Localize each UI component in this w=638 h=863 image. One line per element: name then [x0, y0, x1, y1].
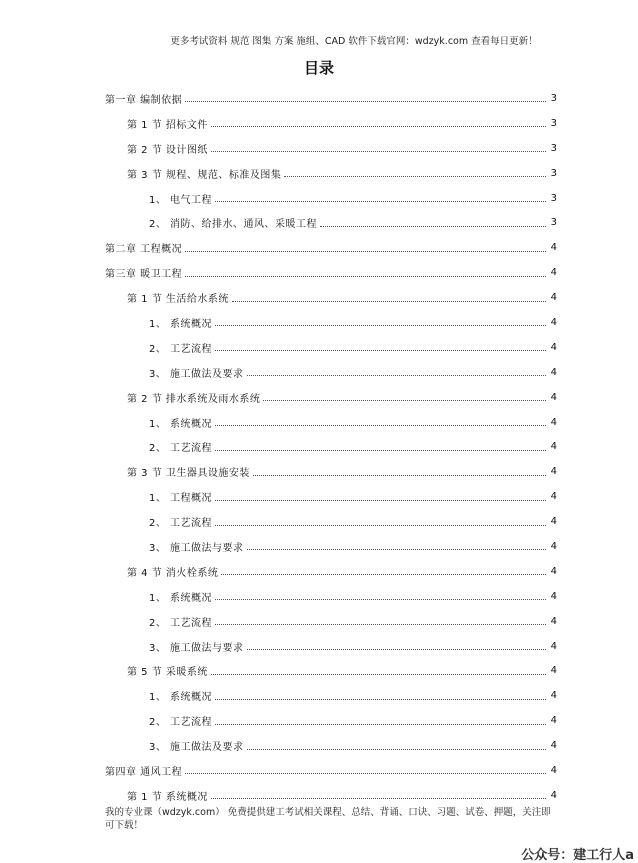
toc-entry-label: 3、 施工做法与要求	[149, 542, 244, 554]
toc-entry[interactable]	[105, 285, 557, 310]
toc-entry-page: 3	[550, 92, 557, 104]
toc-entry[interactable]	[105, 559, 557, 584]
toc-entry-label: 第 1 节 生活给水系统	[127, 294, 229, 306]
toc-entry-label: 第二章 工程概况	[105, 244, 183, 256]
toc-entry-label: 第三章 暖卫工程	[105, 269, 183, 281]
toc-entry[interactable]	[105, 459, 557, 484]
toc-dot-leader	[215, 598, 546, 600]
toc-entry-label: 第 1 节 招标文件	[127, 119, 208, 131]
toc-dot-leader	[211, 673, 546, 675]
toc-dot-leader	[211, 150, 546, 152]
toc-entry-label: 1、 系统概况	[149, 592, 213, 604]
toc-entry[interactable]	[105, 210, 557, 235]
toc-entry-label: 第 3 节 卫生器具设施安装	[127, 468, 250, 480]
toc-dot-leader	[215, 349, 546, 351]
toc-entry-label: 第 5 节 采暖系统	[127, 667, 208, 679]
toc-entry-page: 4	[550, 740, 557, 752]
toc-entry-label: 3、 施工做法及要求	[149, 742, 244, 754]
toc-dot-leader	[247, 648, 546, 650]
toc-entry[interactable]	[105, 335, 557, 360]
toc-entry-page: 4	[550, 491, 557, 503]
toc-entry-label: 第四章 通风工程	[105, 766, 183, 778]
table-of-contents	[105, 86, 557, 808]
toc-dot-leader	[215, 449, 546, 451]
page-title: 目录	[303, 59, 334, 77]
toc-dot-leader	[284, 175, 546, 177]
toc-entry-label: 2、 工艺流程	[149, 518, 213, 530]
toc-entry-label: 1、 工程概况	[149, 493, 213, 505]
toc-dot-leader	[215, 499, 546, 501]
toc-entry[interactable]	[105, 385, 557, 410]
toc-dot-leader	[185, 275, 546, 277]
toc-entry-page: 4	[550, 665, 557, 677]
toc-entry[interactable]	[105, 310, 557, 335]
toc-entry-page: 3	[550, 192, 557, 204]
toc-entry-page: 4	[550, 391, 557, 403]
toc-dot-leader	[263, 399, 546, 401]
toc-entry-page: 4	[550, 242, 557, 254]
toc-entry-page: 3	[550, 142, 557, 154]
toc-entry[interactable]	[105, 410, 557, 435]
toc-entry[interactable]	[105, 609, 557, 634]
toc-dot-leader	[215, 324, 546, 326]
toc-dot-leader	[215, 200, 546, 202]
toc-entry-page: 4	[550, 640, 557, 652]
toc-entry-page: 4	[550, 416, 557, 428]
toc-entry-page: 4	[550, 366, 557, 378]
header-note: 更多考试资料 规范 图集 方案 施组、CAD 软件下载官网：wdzyk.com 查看每日更新！	[170, 36, 538, 47]
toc-entry[interactable]	[105, 161, 557, 186]
toc-dot-leader	[215, 424, 546, 426]
toc-entry-page: 3	[550, 167, 557, 179]
toc-entry[interactable]	[105, 733, 557, 758]
toc-entry-label: 第 3 节 规程、规范、标准及图集	[127, 169, 282, 181]
toc-entry[interactable]	[105, 634, 557, 659]
toc-entry-page: 4	[550, 715, 557, 727]
toc-entry-page: 3	[550, 117, 557, 129]
toc-dot-leader	[211, 797, 546, 799]
toc-entry-label: 2、 工艺流程	[149, 617, 213, 629]
toc-entry-page: 4	[550, 516, 557, 528]
toc-dot-leader	[253, 474, 546, 476]
toc-entry[interactable]	[105, 434, 557, 459]
toc-entry-page: 4	[550, 292, 557, 304]
toc-dot-leader	[185, 772, 546, 774]
toc-entry[interactable]	[105, 111, 557, 136]
toc-entry-label: 2、 消防、给排水、通风、采暖工程	[149, 219, 318, 231]
toc-entry[interactable]	[105, 484, 557, 509]
toc-entry[interactable]	[105, 235, 557, 260]
toc-entry[interactable]	[105, 584, 557, 609]
toc-entry-page: 4	[550, 789, 557, 801]
toc-entry-label: 第 2 节 排水系统及雨水系统	[127, 393, 261, 405]
watermark-text: 公众号：建工行人a	[521, 848, 634, 863]
toc-dot-leader	[247, 548, 546, 550]
toc-dot-leader	[247, 374, 546, 376]
toc-dot-leader	[215, 723, 546, 725]
toc-dot-leader	[215, 524, 546, 526]
toc-entry-label: 1、 系统概况	[149, 418, 213, 430]
toc-entry-page: 4	[550, 341, 557, 353]
toc-entry[interactable]	[105, 260, 557, 285]
toc-entry-label: 第 1 节 系统概况	[127, 791, 208, 803]
toc-entry-label: 2、 工艺流程	[149, 717, 213, 729]
toc-entry-label: 3、 施工做法及要求	[149, 368, 244, 380]
toc-entry[interactable]	[105, 708, 557, 733]
toc-entry[interactable]	[105, 683, 557, 708]
toc-dot-leader	[215, 623, 546, 625]
toc-entry[interactable]	[105, 658, 557, 683]
toc-entry[interactable]	[105, 509, 557, 534]
toc-entry[interactable]	[105, 360, 557, 385]
toc-dot-leader	[185, 100, 546, 102]
toc-entry[interactable]	[105, 186, 557, 211]
toc-dot-leader	[185, 250, 546, 252]
toc-entry-page: 4	[550, 565, 557, 577]
toc-dot-leader	[320, 225, 546, 227]
toc-entry-label: 2、 工艺流程	[149, 343, 213, 355]
toc-entry-page: 4	[550, 441, 557, 453]
toc-entry-page: 4	[550, 267, 557, 279]
toc-entry-page: 4	[550, 316, 557, 328]
toc-entry-label: 3、 施工做法与要求	[149, 642, 244, 654]
toc-entry[interactable]	[105, 783, 557, 808]
toc-entry-page: 4	[550, 466, 557, 478]
toc-entry[interactable]	[105, 86, 557, 111]
toc-entry-page: 4	[550, 615, 557, 627]
toc-dot-leader	[232, 300, 546, 302]
toc-entry-page: 3	[550, 217, 557, 229]
toc-entry-page: 4	[550, 590, 557, 602]
toc-entry[interactable]	[105, 534, 557, 559]
toc-entry-label: 第一章 编制依据	[105, 94, 183, 106]
toc-entry-label: 第 2 节 设计图纸	[127, 144, 208, 156]
toc-entry-label: 1、 电气工程	[149, 194, 213, 206]
toc-dot-leader	[211, 125, 546, 127]
toc-dot-leader	[247, 748, 546, 750]
toc-entry[interactable]	[105, 758, 557, 783]
toc-entry-page: 4	[550, 540, 557, 552]
toc-entry-label: 2、 工艺流程	[149, 443, 213, 455]
toc-dot-leader	[221, 573, 546, 575]
toc-entry-page: 4	[550, 690, 557, 702]
toc-entry-label: 第 4 节 消火栓系统	[127, 567, 219, 579]
toc-entry-page: 4	[550, 764, 557, 776]
footer-note: 我的专业课（wdzyk.com） 免费提供建工考试相关课程、总结、背诵、口诀、习题、试卷、押题，关注即可下载！	[105, 807, 551, 831]
toc-dot-leader	[215, 698, 546, 700]
toc-entry[interactable]	[105, 136, 557, 161]
toc-entry-label: 1、 系统概况	[149, 318, 213, 330]
toc-entry-label: 1、 系统概况	[149, 692, 213, 704]
